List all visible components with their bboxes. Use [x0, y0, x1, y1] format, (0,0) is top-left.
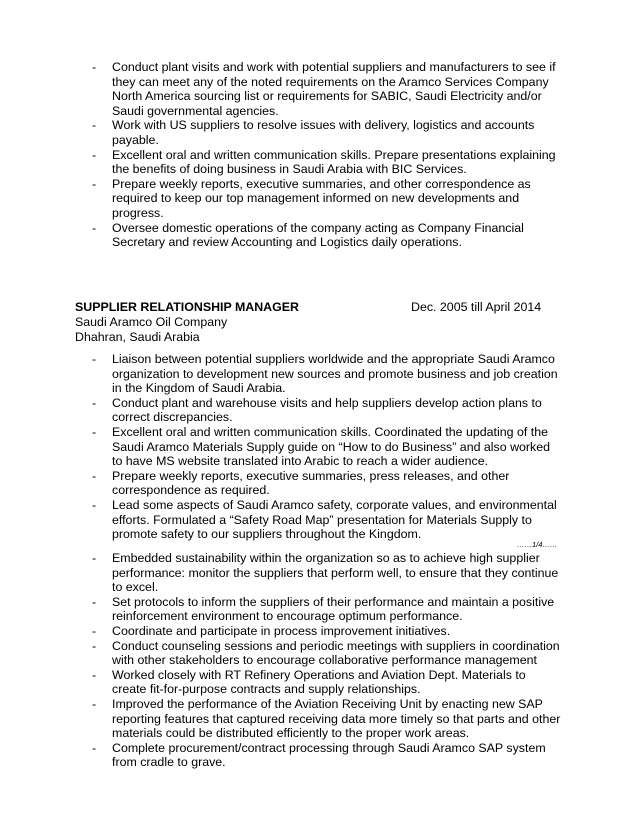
- list-item: - Prepare weekly reports, executive summaries, and other correspondence as required to keep our top management informed on new developments and progress.: [92, 177, 562, 221]
- list-item: - Conduct counseling sessions and periodic meetings with suppliers in coordination with other stakeholders to encourage collaborative performance management: [92, 639, 562, 668]
- job-company: Saudi Aramco Oil Company: [75, 315, 228, 329]
- list-item: - Conduct plant visits and work with potential suppliers and manufacturers to see if they can meet any of the noted requirements on the Aramco Services Company North America sourcing list or requirements for SABIC, Saudi Electricity and/or Saudi governmental agencies.: [92, 60, 562, 118]
- list-item: - Excellent oral and written communication skills. Coordinated the updating of the Saudi Aramco Materials Supply guide on “How to do Business” and also worked to have MS website translated into Arabic to reach a wider audience.: [92, 425, 562, 469]
- job-dates: Dec. 2005 till April 2014: [411, 300, 542, 314]
- list-item: - Liaison between potential suppliers worldwide and the appropriate Saudi Aramco organization to development new sources and promote business and job creation in the Kingdom of Saudi Arabia.: [92, 352, 562, 396]
- list-item: - Set protocols to inform the suppliers of their performance and maintain a positive reinforcement environment to encourage optimum performance.: [92, 595, 562, 624]
- list-item: - Conduct plant and warehouse visits and help suppliers develop action plans to correct discrepancies.: [92, 396, 562, 425]
- list-item: - Improved the performance of the Aviation Receiving Unit by enacting new SAP reporting features that captured receiving data more timely so that parts and other materials could be distributed efficiently to the proper work areas.: [92, 697, 562, 741]
- job-duties-list-continued: [92, 551, 562, 770]
- list-item: - Coordinate and participate in process improvement initiatives.: [92, 624, 562, 639]
- page-number-marker: ……1/4……: [517, 540, 558, 549]
- list-item: - Oversee domestic operations of the company acting as Company Financial Secretary and review Accounting and Logistics daily operations.: [92, 221, 562, 250]
- list-item: - Complete procurement/contract processing through Saudi Aramco SAP system from cradle to grave.: [92, 741, 562, 770]
- job-duties-list: [92, 352, 562, 542]
- job-location: Dhahran, Saudi Arabia: [75, 330, 200, 344]
- previous-job-duties-list: [92, 60, 562, 250]
- list-item: - Worked closely with RT Refinery Operations and Aviation Dept. Materials to create fit-for-purpose contracts and supply relationships.: [92, 668, 562, 697]
- job-title-row: [75, 300, 555, 315]
- list-item: - Lead some aspects of Saudi Aramco safety, corporate values, and environmental efforts. Formulated a “Safety Road Map” presentation for Materials Supply to promote safety to our suppliers throughout the Kingdom.: [92, 498, 562, 542]
- list-item: - Work with US suppliers to resolve issues with delivery, logistics and accounts payable.: [92, 118, 562, 147]
- list-item: - Excellent oral and written communication skills. Prepare presentations explaining the benefits of doing business in Saudi Arabia with BIC Services.: [92, 148, 562, 177]
- job-header: [75, 300, 555, 345]
- list-item: - Embedded sustainability within the organization so as to achieve high supplier performance: monitor the suppliers that perform well, to ensure that they continue to excel.: [92, 551, 562, 595]
- list-item: - Prepare weekly reports, executive summaries, press releases, and other correspondence as required.: [92, 469, 562, 498]
- job-title: SUPPLIER RELATIONSHIP MANAGER: [75, 300, 299, 314]
